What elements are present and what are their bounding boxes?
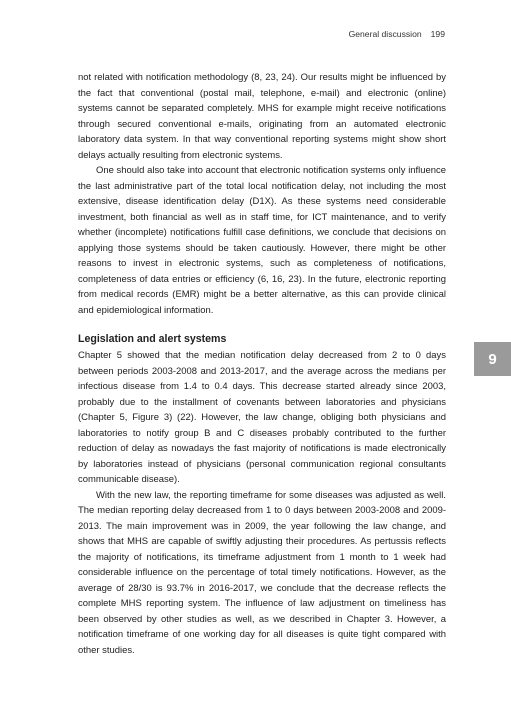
paragraph: With the new law, the reporting timeframe for some diseases was adjusted as well. The median reporting delay decreased from 1 to 0 days between 2003-2008 and 2009-2013. The main improvement was in 2009, the year following the law change, and shows that MHS are capable of swiftly adjusting their procedures. As pertussis reflects the majority of notifications, its timeframe adjustment from 1 month to 1 week had considerable influence on the percentage of total timely notifications. However, as the average of 28/30 is 93.7% in 2016-2017, we conclude that the decrease reflects the complete MHS reporting system. The influence of law adjustment on timeliness has been observed by other studies as well, as we described in Chapter 3. However, a notification timeframe of one working day for all diseases is quite tight compared with other studies. [78,489,446,656]
paragraph: not related with notification methodology (8, 23, 24). Our results might be influenced by the fact that conventional (postal mail, telephone, e-mail) and electronic (online) systems cannot be separated completely. MHS for example might receive notifications through secured conventional e-mails, originating from an automated electronic laboratory data system. In that way conventional reporting systems might show short delays actually resulting from electronic systems. [78,72,446,161]
running-title: General discussion [348,29,422,39]
page-number: 199 [430,29,445,39]
paragraph: One should also take into account that electronic notification systems only influence the last administrative part of the total local notification delay, not including the most extensive, disease identification delay (D1X). As these systems need considerable investment, both financial as well as in staff time, for ICT maintenance, and to verify whether (incomplete) notifications fulfill case definitions, we conclude that decisions on applying those systems should be taken cautiously. However, there might be other reasons to invest in electronic systems, such as completeness of notifications, completeness of data entries or efficiency (6, 16, 23). In the future, electronic reporting from medical records (EMR) might be a better alternative, as this can provide clinical and epidemiological information. [78,165,446,316]
paragraph: Chapter 5 showed that the median notification delay decreased from 2 to 0 days between periods 2003-2008 and 2013-2017, and the average across the medians per infectious disease from 1.4 to 0.4 days. This decrease started already since 2003, probably due to the installment of covenants between laboratories and physicians (Chapter 5, Figure 3) (22). However, the law change, obliging both physicians and laboratories to notify group B and C diseases probably contributed to the further reduction of delay as nowadays the fast majority of notifications is made electronically by laboratories instead of physicians (personal communication regional consultants communicable disease). [78,350,446,485]
body-text [78,70,446,658]
section-heading: Legislation and alert systems [78,333,227,345]
running-header [349,29,445,39]
chapter-tab: 9 [474,342,511,376]
